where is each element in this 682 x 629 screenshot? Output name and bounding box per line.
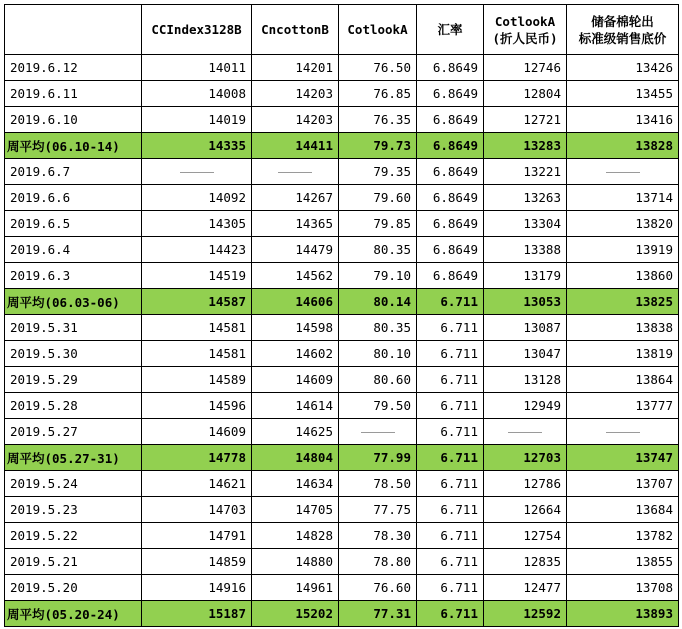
- reserve-price-cell: 13893: [567, 601, 679, 627]
- cotlooka-rmb-cell: 12721: [484, 107, 567, 133]
- cotlooka-rmb-cell: 12592: [484, 601, 567, 627]
- date-cell: 2019.5.30: [5, 341, 142, 367]
- cncotton-cell: 14705: [252, 497, 339, 523]
- exchange-rate-cell: 6.711: [417, 549, 484, 575]
- date-cell: 2019.5.27: [5, 419, 142, 445]
- weekly-average-row: [5, 601, 679, 627]
- ccindex-cell: 15187: [142, 601, 252, 627]
- daily-row: [5, 497, 679, 523]
- exchange-rate-cell: 6.711: [417, 315, 484, 341]
- date-cell: 2019.6.3: [5, 263, 142, 289]
- date-cell: 2019.6.12: [5, 55, 142, 81]
- reserve-price-cell: 13838: [567, 315, 679, 341]
- exchange-rate-cell: 6.8649: [417, 81, 484, 107]
- cotton-price-table: [4, 4, 679, 627]
- exchange-rate-cell: 6.8649: [417, 107, 484, 133]
- reserve-price-cell: 13708: [567, 575, 679, 601]
- exchange-rate-cell: 6.8649: [417, 159, 484, 185]
- cotlooka-cell: 80.14: [339, 289, 417, 315]
- cotlooka-rmb-cell: 13221: [484, 159, 567, 185]
- cotlooka-cell: 79.73: [339, 133, 417, 159]
- date-cell: 2019.5.31: [5, 315, 142, 341]
- cotlooka-rmb-cell: 13283: [484, 133, 567, 159]
- cncotton-cell: 14634: [252, 471, 339, 497]
- ccindex-cell: 14011: [142, 55, 252, 81]
- cotlooka-cell: 79.50: [339, 393, 417, 419]
- ccindex-cell: 14916: [142, 575, 252, 601]
- cotlooka-rmb-cell: 12835: [484, 549, 567, 575]
- reserve-price-cell: 13684: [567, 497, 679, 523]
- date-cell: 周平均(06.03-06): [5, 289, 142, 315]
- weekly-average-row: [5, 133, 679, 159]
- ccindex-cell: 14092: [142, 185, 252, 211]
- ccindex-cell: 14581: [142, 315, 252, 341]
- date-cell: 2019.5.21: [5, 549, 142, 575]
- exchange-rate-cell: 6.711: [417, 445, 484, 471]
- cotlooka-rmb-cell: 12703: [484, 445, 567, 471]
- exchange-rate-cell: 6.8649: [417, 237, 484, 263]
- cotlooka-cell: 79.85: [339, 211, 417, 237]
- daily-row: [5, 549, 679, 575]
- daily-row: [5, 523, 679, 549]
- header-exchange-rate: 汇率: [417, 5, 484, 55]
- cotlooka-cell: 79.35: [339, 159, 417, 185]
- ccindex-cell: 14859: [142, 549, 252, 575]
- cotlooka-rmb-cell: 12746: [484, 55, 567, 81]
- daily-row: [5, 107, 679, 133]
- date-cell: 2019.6.4: [5, 237, 142, 263]
- date-cell: 2019.5.20: [5, 575, 142, 601]
- cncotton-cell: 14625: [252, 419, 339, 445]
- cotlooka-rmb-cell: 13047: [484, 341, 567, 367]
- cotlooka-cell: 76.85: [339, 81, 417, 107]
- cotlooka-cell: 77.99: [339, 445, 417, 471]
- cncotton-cell: 14880: [252, 549, 339, 575]
- empty-dash: [278, 172, 312, 173]
- exchange-rate-cell: 6.711: [417, 289, 484, 315]
- exchange-rate-cell: 6.711: [417, 497, 484, 523]
- daily-row: [5, 393, 679, 419]
- ccindex-cell: 14423: [142, 237, 252, 263]
- daily-row: [5, 367, 679, 393]
- header-cotlooka: CotlookA: [339, 5, 417, 55]
- daily-row: [5, 211, 679, 237]
- header-corner: [5, 5, 142, 55]
- reserve-price-cell: 13855: [567, 549, 679, 575]
- empty-dash: [361, 432, 395, 433]
- cotlooka-rmb-cell: 12786: [484, 471, 567, 497]
- ccindex-cell: 14019: [142, 107, 252, 133]
- cncotton-cell: [252, 159, 339, 185]
- exchange-rate-cell: 6.711: [417, 575, 484, 601]
- cotlooka-rmb-cell: 12949: [484, 393, 567, 419]
- daily-row: [5, 575, 679, 601]
- cncotton-cell: 15202: [252, 601, 339, 627]
- ccindex-cell: 14621: [142, 471, 252, 497]
- reserve-price-cell: 13714: [567, 185, 679, 211]
- exchange-rate-cell: 6.8649: [417, 133, 484, 159]
- cncotton-cell: 14828: [252, 523, 339, 549]
- cncotton-cell: 14804: [252, 445, 339, 471]
- cotlooka-cell: 76.35: [339, 107, 417, 133]
- reserve-price-cell: 13777: [567, 393, 679, 419]
- date-cell: 2019.6.5: [5, 211, 142, 237]
- cotlooka-rmb-cell: 12477: [484, 575, 567, 601]
- exchange-rate-cell: 6.711: [417, 523, 484, 549]
- reserve-price-cell: 13426: [567, 55, 679, 81]
- ccindex-cell: 14519: [142, 263, 252, 289]
- daily-row: [5, 81, 679, 107]
- date-cell: 2019.6.7: [5, 159, 142, 185]
- cncotton-cell: 14609: [252, 367, 339, 393]
- reserve-price-cell: 13919: [567, 237, 679, 263]
- date-cell: 周平均(05.27-31): [5, 445, 142, 471]
- date-cell: 周平均(06.10-14): [5, 133, 142, 159]
- cncotton-cell: 14961: [252, 575, 339, 601]
- cotlooka-cell: 76.60: [339, 575, 417, 601]
- table-body: [5, 55, 679, 627]
- exchange-rate-cell: 6.8649: [417, 211, 484, 237]
- empty-dash: [180, 172, 214, 173]
- ccindex-cell: 14008: [142, 81, 252, 107]
- exchange-rate-cell: 6.711: [417, 419, 484, 445]
- header-reserve-price: 储备棉轮出 标准级销售底价: [567, 5, 679, 55]
- exchange-rate-cell: 6.8649: [417, 263, 484, 289]
- exchange-rate-cell: 6.711: [417, 393, 484, 419]
- weekly-average-row: [5, 445, 679, 471]
- ccindex-cell: 14589: [142, 367, 252, 393]
- cotlooka-cell: [339, 419, 417, 445]
- reserve-price-cell: 13747: [567, 445, 679, 471]
- date-cell: 2019.5.23: [5, 497, 142, 523]
- cotlooka-rmb-cell: 13053: [484, 289, 567, 315]
- exchange-rate-cell: 6.711: [417, 601, 484, 627]
- cncotton-cell: 14203: [252, 107, 339, 133]
- cotlooka-rmb-cell: 13263: [484, 185, 567, 211]
- cotlooka-cell: 80.60: [339, 367, 417, 393]
- exchange-rate-cell: 6.711: [417, 341, 484, 367]
- ccindex-cell: 14778: [142, 445, 252, 471]
- ccindex-cell: 14703: [142, 497, 252, 523]
- daily-row: [5, 159, 679, 185]
- cncotton-cell: 14598: [252, 315, 339, 341]
- cotlooka-cell: 79.60: [339, 185, 417, 211]
- cotlooka-rmb-cell: 13179: [484, 263, 567, 289]
- cncotton-cell: 14267: [252, 185, 339, 211]
- reserve-price-cell: [567, 419, 679, 445]
- reserve-price-cell: 13782: [567, 523, 679, 549]
- cncotton-cell: 14479: [252, 237, 339, 263]
- cotlooka-rmb-cell: 12804: [484, 81, 567, 107]
- weekly-average-row: [5, 289, 679, 315]
- date-cell: 2019.6.10: [5, 107, 142, 133]
- ccindex-cell: 14609: [142, 419, 252, 445]
- cncotton-cell: 14614: [252, 393, 339, 419]
- cotlooka-cell: 80.35: [339, 237, 417, 263]
- cncotton-cell: 14606: [252, 289, 339, 315]
- header-cncotton: CncottonB: [252, 5, 339, 55]
- ccindex-cell: 14596: [142, 393, 252, 419]
- cncotton-cell: 14411: [252, 133, 339, 159]
- cotlooka-rmb-cell: 13128: [484, 367, 567, 393]
- daily-row: [5, 263, 679, 289]
- date-cell: 2019.5.22: [5, 523, 142, 549]
- reserve-price-cell: 13828: [567, 133, 679, 159]
- reserve-price-cell: 13819: [567, 341, 679, 367]
- ccindex-cell: 14587: [142, 289, 252, 315]
- reserve-price-cell: [567, 159, 679, 185]
- cotlooka-cell: 79.10: [339, 263, 417, 289]
- cotlooka-cell: 77.75: [339, 497, 417, 523]
- cncotton-cell: 14562: [252, 263, 339, 289]
- date-cell: 2019.5.24: [5, 471, 142, 497]
- cotlooka-cell: 80.10: [339, 341, 417, 367]
- cotlooka-cell: 78.80: [339, 549, 417, 575]
- exchange-rate-cell: 6.8649: [417, 55, 484, 81]
- cotlooka-rmb-cell: 13087: [484, 315, 567, 341]
- header-cotlooka-rmb: CotlookA (折人民币): [484, 5, 567, 55]
- cotlooka-rmb-cell: 13388: [484, 237, 567, 263]
- reserve-price-cell: 13860: [567, 263, 679, 289]
- reserve-price-cell: 13416: [567, 107, 679, 133]
- reserve-price-cell: 13820: [567, 211, 679, 237]
- date-cell: 周平均(05.20-24): [5, 601, 142, 627]
- reserve-price-cell: 13825: [567, 289, 679, 315]
- cncotton-cell: 14602: [252, 341, 339, 367]
- ccindex-cell: 14791: [142, 523, 252, 549]
- header-row: [5, 5, 679, 55]
- daily-row: [5, 471, 679, 497]
- cotlooka-cell: 78.50: [339, 471, 417, 497]
- daily-row: [5, 185, 679, 211]
- reserve-price-cell: 13864: [567, 367, 679, 393]
- date-cell: 2019.5.28: [5, 393, 142, 419]
- cotlooka-rmb-cell: 12664: [484, 497, 567, 523]
- cncotton-cell: 14201: [252, 55, 339, 81]
- header-ccindex: CCIndex3128B: [142, 5, 252, 55]
- empty-dash: [606, 432, 640, 433]
- date-cell: 2019.5.29: [5, 367, 142, 393]
- exchange-rate-cell: 6.8649: [417, 185, 484, 211]
- ccindex-cell: 14335: [142, 133, 252, 159]
- cncotton-cell: 14365: [252, 211, 339, 237]
- ccindex-cell: 14581: [142, 341, 252, 367]
- empty-dash: [606, 172, 640, 173]
- cotlooka-cell: 77.31: [339, 601, 417, 627]
- cotlooka-rmb-cell: 12754: [484, 523, 567, 549]
- cncotton-cell: 14203: [252, 81, 339, 107]
- date-cell: 2019.6.11: [5, 81, 142, 107]
- reserve-price-cell: 13455: [567, 81, 679, 107]
- ccindex-cell: 14305: [142, 211, 252, 237]
- daily-row: [5, 315, 679, 341]
- daily-row: [5, 419, 679, 445]
- cotlooka-cell: 78.30: [339, 523, 417, 549]
- cotlooka-rmb-cell: 13304: [484, 211, 567, 237]
- reserve-price-cell: 13707: [567, 471, 679, 497]
- date-cell: 2019.6.6: [5, 185, 142, 211]
- cotlooka-cell: 76.50: [339, 55, 417, 81]
- empty-dash: [508, 432, 542, 433]
- daily-row: [5, 55, 679, 81]
- daily-row: [5, 341, 679, 367]
- daily-row: [5, 237, 679, 263]
- ccindex-cell: [142, 159, 252, 185]
- exchange-rate-cell: 6.711: [417, 367, 484, 393]
- cotlooka-rmb-cell: [484, 419, 567, 445]
- exchange-rate-cell: 6.711: [417, 471, 484, 497]
- cotlooka-cell: 80.35: [339, 315, 417, 341]
